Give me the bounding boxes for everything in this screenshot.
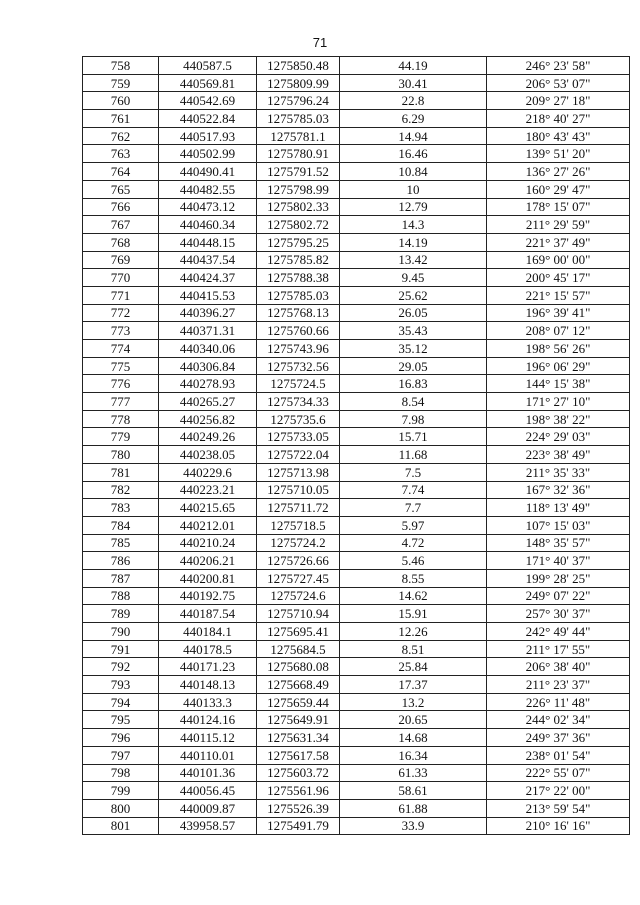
table-row bbox=[83, 499, 630, 517]
y-coordinate-cell: 1275668.49 bbox=[257, 676, 340, 694]
distance-cell: 61.88 bbox=[340, 799, 487, 817]
table-row bbox=[83, 569, 630, 587]
distance-cell: 11.68 bbox=[340, 446, 487, 464]
x-coordinate-cell: 440415.53 bbox=[159, 286, 257, 304]
distance-cell: 16.46 bbox=[340, 145, 487, 163]
x-coordinate-cell: 440482.55 bbox=[159, 180, 257, 198]
point-number-cell: 782 bbox=[83, 481, 159, 499]
y-coordinate-cell: 1275780.91 bbox=[257, 145, 340, 163]
table-row bbox=[83, 198, 630, 216]
table-row bbox=[83, 729, 630, 747]
point-number-cell: 758 bbox=[83, 57, 159, 75]
y-coordinate-cell: 1275603.72 bbox=[257, 764, 340, 782]
distance-cell: 13.2 bbox=[340, 693, 487, 711]
table-row bbox=[83, 393, 630, 411]
x-coordinate-cell: 440587.5 bbox=[159, 57, 257, 75]
y-coordinate-cell: 1275710.05 bbox=[257, 481, 340, 499]
x-coordinate-cell: 440178.5 bbox=[159, 640, 257, 658]
x-coordinate-cell: 440184.1 bbox=[159, 623, 257, 641]
point-number-cell: 794 bbox=[83, 693, 159, 711]
table-row bbox=[83, 74, 630, 92]
point-number-cell: 774 bbox=[83, 340, 159, 358]
distance-cell: 12.26 bbox=[340, 623, 487, 641]
table-row bbox=[83, 746, 630, 764]
distance-cell: 5.97 bbox=[340, 516, 487, 534]
x-coordinate-cell: 440115.12 bbox=[159, 729, 257, 747]
distance-cell: 16.34 bbox=[340, 746, 487, 764]
y-coordinate-cell: 1275795.25 bbox=[257, 233, 340, 251]
bearing-cell: 208° 07' 12" bbox=[487, 322, 630, 340]
y-coordinate-cell: 1275733.05 bbox=[257, 428, 340, 446]
bearing-cell: 223° 38' 49" bbox=[487, 446, 630, 464]
x-coordinate-cell: 440448.15 bbox=[159, 233, 257, 251]
y-coordinate-cell: 1275724.6 bbox=[257, 587, 340, 605]
x-coordinate-cell: 440212.01 bbox=[159, 516, 257, 534]
table-row bbox=[83, 216, 630, 234]
bearing-cell: 246° 23' 58" bbox=[487, 57, 630, 75]
y-coordinate-cell: 1275724.2 bbox=[257, 534, 340, 552]
y-coordinate-cell: 1275802.33 bbox=[257, 198, 340, 216]
bearing-cell: 238° 01' 54" bbox=[487, 746, 630, 764]
bearing-cell: 249° 37' 36" bbox=[487, 729, 630, 747]
distance-cell: 10 bbox=[340, 180, 487, 198]
distance-cell: 16.83 bbox=[340, 375, 487, 393]
x-coordinate-cell: 440101.36 bbox=[159, 764, 257, 782]
x-coordinate-cell: 440110.01 bbox=[159, 746, 257, 764]
y-coordinate-cell: 1275710.94 bbox=[257, 605, 340, 623]
point-number-cell: 779 bbox=[83, 428, 159, 446]
x-coordinate-cell: 440223.21 bbox=[159, 481, 257, 499]
y-coordinate-cell: 1275850.48 bbox=[257, 57, 340, 75]
distance-cell: 30.41 bbox=[340, 74, 487, 92]
y-coordinate-cell: 1275735.6 bbox=[257, 410, 340, 428]
table-row bbox=[83, 623, 630, 641]
bearing-cell: 198° 38' 22" bbox=[487, 410, 630, 428]
point-number-cell: 764 bbox=[83, 163, 159, 181]
y-coordinate-cell: 1275785.82 bbox=[257, 251, 340, 269]
table-row bbox=[83, 110, 630, 128]
table-row bbox=[83, 322, 630, 340]
distance-cell: 25.84 bbox=[340, 658, 487, 676]
table-row bbox=[83, 552, 630, 570]
x-coordinate-cell: 440200.81 bbox=[159, 569, 257, 587]
bearing-cell: 242° 49' 44" bbox=[487, 623, 630, 641]
point-number-cell: 789 bbox=[83, 605, 159, 623]
table-row bbox=[83, 587, 630, 605]
y-coordinate-cell: 1275768.13 bbox=[257, 304, 340, 322]
x-coordinate-cell: 440256.82 bbox=[159, 410, 257, 428]
bearing-cell: 211° 23' 37" bbox=[487, 676, 630, 694]
table-row bbox=[83, 463, 630, 481]
x-coordinate-cell: 440517.93 bbox=[159, 127, 257, 145]
distance-cell: 7.98 bbox=[340, 410, 487, 428]
x-coordinate-cell: 440148.13 bbox=[159, 676, 257, 694]
table-row bbox=[83, 693, 630, 711]
distance-cell: 15.71 bbox=[340, 428, 487, 446]
y-coordinate-cell: 1275695.41 bbox=[257, 623, 340, 641]
point-number-cell: 795 bbox=[83, 711, 159, 729]
y-coordinate-cell: 1275802.72 bbox=[257, 216, 340, 234]
table-row bbox=[83, 145, 630, 163]
point-number-cell: 801 bbox=[83, 817, 159, 835]
bearing-cell: 221° 37' 49" bbox=[487, 233, 630, 251]
bearing-cell: 224° 29' 03" bbox=[487, 428, 630, 446]
bearing-cell: 139° 51' 20" bbox=[487, 145, 630, 163]
x-coordinate-cell: 440460.34 bbox=[159, 216, 257, 234]
table-row bbox=[83, 57, 630, 75]
table-row bbox=[83, 233, 630, 251]
bearing-cell: 160° 29' 47" bbox=[487, 180, 630, 198]
table-row bbox=[83, 764, 630, 782]
distance-cell: 58.61 bbox=[340, 782, 487, 800]
bearing-cell: 211° 17' 55" bbox=[487, 640, 630, 658]
bearing-cell: 221° 15' 57" bbox=[487, 286, 630, 304]
y-coordinate-cell: 1275561.96 bbox=[257, 782, 340, 800]
point-number-cell: 761 bbox=[83, 110, 159, 128]
table-row bbox=[83, 799, 630, 817]
distance-cell: 14.68 bbox=[340, 729, 487, 747]
point-number-cell: 775 bbox=[83, 357, 159, 375]
x-coordinate-cell: 440215.65 bbox=[159, 499, 257, 517]
x-coordinate-cell: 440249.26 bbox=[159, 428, 257, 446]
bearing-cell: 257° 30' 37" bbox=[487, 605, 630, 623]
x-coordinate-cell: 440522.84 bbox=[159, 110, 257, 128]
point-number-cell: 786 bbox=[83, 552, 159, 570]
distance-cell: 8.55 bbox=[340, 569, 487, 587]
point-number-cell: 797 bbox=[83, 746, 159, 764]
bearing-cell: 198° 56' 26" bbox=[487, 340, 630, 358]
point-number-cell: 765 bbox=[83, 180, 159, 198]
bearing-cell: 171° 40' 37" bbox=[487, 552, 630, 570]
bearing-cell: 211° 29' 59" bbox=[487, 216, 630, 234]
bearing-cell: 196° 39' 41" bbox=[487, 304, 630, 322]
distance-cell: 7.7 bbox=[340, 499, 487, 517]
point-number-cell: 780 bbox=[83, 446, 159, 464]
point-number-cell: 776 bbox=[83, 375, 159, 393]
x-coordinate-cell: 440371.31 bbox=[159, 322, 257, 340]
point-number-cell: 781 bbox=[83, 463, 159, 481]
table-row bbox=[83, 782, 630, 800]
table-body bbox=[83, 57, 630, 835]
x-coordinate-cell: 440009.87 bbox=[159, 799, 257, 817]
x-coordinate-cell: 440424.37 bbox=[159, 269, 257, 287]
point-number-cell: 766 bbox=[83, 198, 159, 216]
distance-cell: 33.9 bbox=[340, 817, 487, 835]
point-number-cell: 759 bbox=[83, 74, 159, 92]
y-coordinate-cell: 1275491.79 bbox=[257, 817, 340, 835]
distance-cell: 61.33 bbox=[340, 764, 487, 782]
table-row bbox=[83, 357, 630, 375]
bearing-cell: 199° 28' 25" bbox=[487, 569, 630, 587]
x-coordinate-cell: 440133.3 bbox=[159, 693, 257, 711]
distance-cell: 20.65 bbox=[340, 711, 487, 729]
x-coordinate-cell: 440542.69 bbox=[159, 92, 257, 110]
bearing-cell: 217° 22' 00" bbox=[487, 782, 630, 800]
x-coordinate-cell: 440437.54 bbox=[159, 251, 257, 269]
coordinates-table bbox=[82, 56, 630, 835]
distance-cell: 14.3 bbox=[340, 216, 487, 234]
x-coordinate-cell: 440206.21 bbox=[159, 552, 257, 570]
table-row bbox=[83, 92, 630, 110]
x-coordinate-cell: 440569.81 bbox=[159, 74, 257, 92]
y-coordinate-cell: 1275718.5 bbox=[257, 516, 340, 534]
bearing-cell: 244° 02' 34" bbox=[487, 711, 630, 729]
distance-cell: 4.72 bbox=[340, 534, 487, 552]
y-coordinate-cell: 1275732.56 bbox=[257, 357, 340, 375]
point-number-cell: 772 bbox=[83, 304, 159, 322]
point-number-cell: 800 bbox=[83, 799, 159, 817]
table-row bbox=[83, 286, 630, 304]
bearing-cell: 200° 45' 17" bbox=[487, 269, 630, 287]
x-coordinate-cell: 439958.57 bbox=[159, 817, 257, 835]
table-row bbox=[83, 410, 630, 428]
bearing-cell: 211° 35' 33" bbox=[487, 463, 630, 481]
y-coordinate-cell: 1275649.91 bbox=[257, 711, 340, 729]
y-coordinate-cell: 1275785.03 bbox=[257, 286, 340, 304]
x-coordinate-cell: 440340.06 bbox=[159, 340, 257, 358]
y-coordinate-cell: 1275734.33 bbox=[257, 393, 340, 411]
table-row bbox=[83, 269, 630, 287]
point-number-cell: 796 bbox=[83, 729, 159, 747]
page-number: 71 bbox=[312, 35, 328, 50]
point-number-cell: 770 bbox=[83, 269, 159, 287]
table-row bbox=[83, 658, 630, 676]
bearing-cell: 167° 32' 36" bbox=[487, 481, 630, 499]
table-row bbox=[83, 428, 630, 446]
bearing-cell: 136° 27' 26" bbox=[487, 163, 630, 181]
bearing-cell: 196° 06' 29" bbox=[487, 357, 630, 375]
point-number-cell: 783 bbox=[83, 499, 159, 517]
y-coordinate-cell: 1275791.52 bbox=[257, 163, 340, 181]
point-number-cell: 792 bbox=[83, 658, 159, 676]
x-coordinate-cell: 440502.99 bbox=[159, 145, 257, 163]
distance-cell: 9.45 bbox=[340, 269, 487, 287]
bearing-cell: 213° 59' 54" bbox=[487, 799, 630, 817]
y-coordinate-cell: 1275711.72 bbox=[257, 499, 340, 517]
table-row bbox=[83, 516, 630, 534]
point-number-cell: 763 bbox=[83, 145, 159, 163]
y-coordinate-cell: 1275724.5 bbox=[257, 375, 340, 393]
x-coordinate-cell: 440187.54 bbox=[159, 605, 257, 623]
distance-cell: 25.62 bbox=[340, 286, 487, 304]
x-coordinate-cell: 440490.41 bbox=[159, 163, 257, 181]
y-coordinate-cell: 1275809.99 bbox=[257, 74, 340, 92]
table-row bbox=[83, 640, 630, 658]
table-row bbox=[83, 180, 630, 198]
y-coordinate-cell: 1275760.66 bbox=[257, 322, 340, 340]
table-row bbox=[83, 817, 630, 835]
y-coordinate-cell: 1275785.03 bbox=[257, 110, 340, 128]
distance-cell: 26.05 bbox=[340, 304, 487, 322]
bearing-cell: 249° 07' 22" bbox=[487, 587, 630, 605]
bearing-cell: 118° 13' 49" bbox=[487, 499, 630, 517]
distance-cell: 17.37 bbox=[340, 676, 487, 694]
distance-cell: 44.19 bbox=[340, 57, 487, 75]
bearing-cell: 218° 40' 27" bbox=[487, 110, 630, 128]
bearing-cell: 222° 55' 07" bbox=[487, 764, 630, 782]
point-number-cell: 799 bbox=[83, 782, 159, 800]
y-coordinate-cell: 1275680.08 bbox=[257, 658, 340, 676]
point-number-cell: 773 bbox=[83, 322, 159, 340]
distance-cell: 13.42 bbox=[340, 251, 487, 269]
x-coordinate-cell: 440306.84 bbox=[159, 357, 257, 375]
table-row bbox=[83, 534, 630, 552]
table-row bbox=[83, 711, 630, 729]
bearing-cell: 144° 15' 38" bbox=[487, 375, 630, 393]
distance-cell: 35.12 bbox=[340, 340, 487, 358]
x-coordinate-cell: 440210.24 bbox=[159, 534, 257, 552]
bearing-cell: 148° 35' 57" bbox=[487, 534, 630, 552]
table-row bbox=[83, 251, 630, 269]
bearing-cell: 206° 53' 07" bbox=[487, 74, 630, 92]
point-number-cell: 777 bbox=[83, 393, 159, 411]
table-row bbox=[83, 163, 630, 181]
x-coordinate-cell: 440265.27 bbox=[159, 393, 257, 411]
table-row bbox=[83, 340, 630, 358]
table-row bbox=[83, 446, 630, 464]
x-coordinate-cell: 440396.27 bbox=[159, 304, 257, 322]
distance-cell: 14.19 bbox=[340, 233, 487, 251]
point-number-cell: 790 bbox=[83, 623, 159, 641]
x-coordinate-cell: 440278.93 bbox=[159, 375, 257, 393]
x-coordinate-cell: 440473.12 bbox=[159, 198, 257, 216]
y-coordinate-cell: 1275631.34 bbox=[257, 729, 340, 747]
y-coordinate-cell: 1275781.1 bbox=[257, 127, 340, 145]
table-row bbox=[83, 605, 630, 623]
x-coordinate-cell: 440056.45 bbox=[159, 782, 257, 800]
distance-cell: 7.74 bbox=[340, 481, 487, 499]
y-coordinate-cell: 1275526.39 bbox=[257, 799, 340, 817]
bearing-cell: 180° 43' 43" bbox=[487, 127, 630, 145]
distance-cell: 14.62 bbox=[340, 587, 487, 605]
y-coordinate-cell: 1275659.44 bbox=[257, 693, 340, 711]
x-coordinate-cell: 440238.05 bbox=[159, 446, 257, 464]
point-number-cell: 771 bbox=[83, 286, 159, 304]
point-number-cell: 769 bbox=[83, 251, 159, 269]
distance-cell: 15.91 bbox=[340, 605, 487, 623]
y-coordinate-cell: 1275743.96 bbox=[257, 340, 340, 358]
point-number-cell: 760 bbox=[83, 92, 159, 110]
point-number-cell: 798 bbox=[83, 764, 159, 782]
bearing-cell: 209° 27' 18" bbox=[487, 92, 630, 110]
table-row bbox=[83, 304, 630, 322]
y-coordinate-cell: 1275722.04 bbox=[257, 446, 340, 464]
point-number-cell: 768 bbox=[83, 233, 159, 251]
y-coordinate-cell: 1275798.99 bbox=[257, 180, 340, 198]
bearing-cell: 206° 38' 40" bbox=[487, 658, 630, 676]
bearing-cell: 178° 15' 07" bbox=[487, 198, 630, 216]
distance-cell: 12.79 bbox=[340, 198, 487, 216]
distance-cell: 7.5 bbox=[340, 463, 487, 481]
bearing-cell: 210° 16' 16" bbox=[487, 817, 630, 835]
distance-cell: 14.94 bbox=[340, 127, 487, 145]
x-coordinate-cell: 440229.6 bbox=[159, 463, 257, 481]
distance-cell: 5.46 bbox=[340, 552, 487, 570]
distance-cell: 8.51 bbox=[340, 640, 487, 658]
bearing-cell: 226° 11' 48" bbox=[487, 693, 630, 711]
bearing-cell: 169° 00' 00" bbox=[487, 251, 630, 269]
table-row bbox=[83, 127, 630, 145]
distance-cell: 35.43 bbox=[340, 322, 487, 340]
x-coordinate-cell: 440124.16 bbox=[159, 711, 257, 729]
point-number-cell: 788 bbox=[83, 587, 159, 605]
distance-cell: 8.54 bbox=[340, 393, 487, 411]
point-number-cell: 793 bbox=[83, 676, 159, 694]
distance-cell: 6.29 bbox=[340, 110, 487, 128]
y-coordinate-cell: 1275727.45 bbox=[257, 569, 340, 587]
distance-cell: 29.05 bbox=[340, 357, 487, 375]
point-number-cell: 787 bbox=[83, 569, 159, 587]
point-number-cell: 762 bbox=[83, 127, 159, 145]
y-coordinate-cell: 1275617.58 bbox=[257, 746, 340, 764]
y-coordinate-cell: 1275713.98 bbox=[257, 463, 340, 481]
point-number-cell: 785 bbox=[83, 534, 159, 552]
point-number-cell: 791 bbox=[83, 640, 159, 658]
table-row bbox=[83, 676, 630, 694]
x-coordinate-cell: 440192.75 bbox=[159, 587, 257, 605]
table-row bbox=[83, 375, 630, 393]
table-row bbox=[83, 481, 630, 499]
y-coordinate-cell: 1275796.24 bbox=[257, 92, 340, 110]
point-number-cell: 778 bbox=[83, 410, 159, 428]
point-number-cell: 767 bbox=[83, 216, 159, 234]
point-number-cell: 784 bbox=[83, 516, 159, 534]
y-coordinate-cell: 1275788.38 bbox=[257, 269, 340, 287]
distance-cell: 10.84 bbox=[340, 163, 487, 181]
y-coordinate-cell: 1275726.66 bbox=[257, 552, 340, 570]
distance-cell: 22.8 bbox=[340, 92, 487, 110]
bearing-cell: 171° 27' 10" bbox=[487, 393, 630, 411]
x-coordinate-cell: 440171.23 bbox=[159, 658, 257, 676]
bearing-cell: 107° 15' 03" bbox=[487, 516, 630, 534]
y-coordinate-cell: 1275684.5 bbox=[257, 640, 340, 658]
